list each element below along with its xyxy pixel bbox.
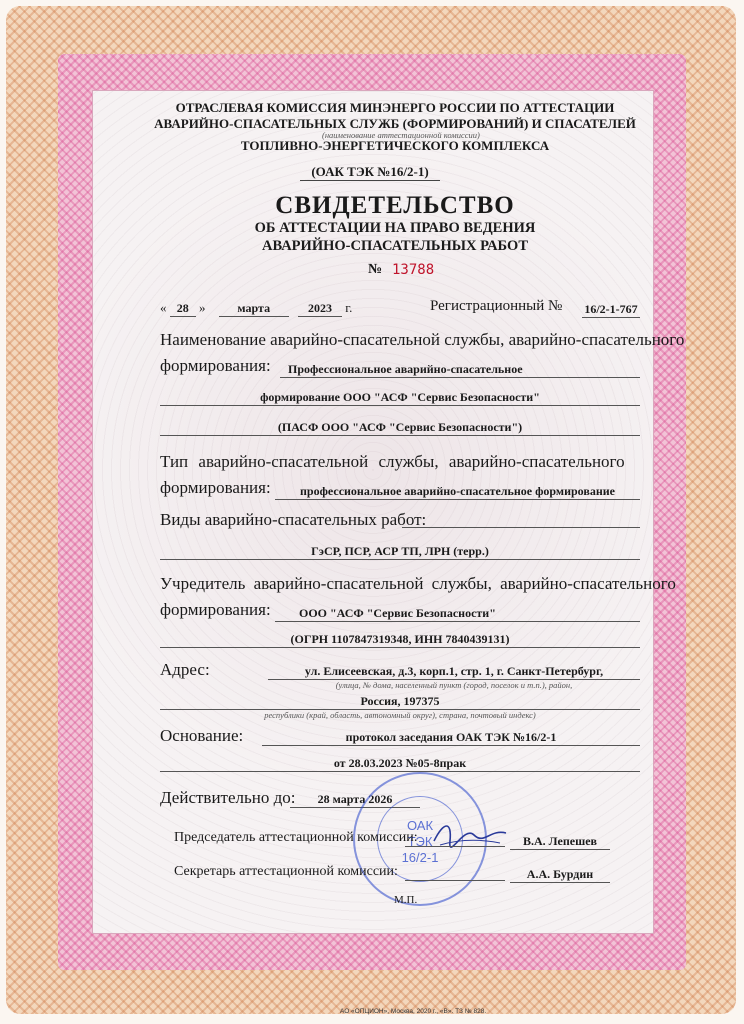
works-line [402,527,640,528]
date-month: марта [219,301,289,317]
chairman-name: В.А. Лепешев [510,834,610,850]
chairman-label: Председатель аттестационной комиссии: [174,830,418,845]
stamp-text1: ОАК [406,818,434,833]
basis-label: Основание: [160,726,244,745]
stamp-text2: ТЭК [407,834,433,849]
valid-value: 28 марта 2026 [290,792,420,808]
header-line3: ТОПЛИВНО-ЭНЕРГЕТИЧЕСКОГО КОМПЛЕКСА [240,138,550,153]
header-note: (наименование аттестационной комиссии) [322,130,480,140]
address-value1: ул. Елисеевская, д.3, корп.1, стр. 1, г. Санкт-Петербург, [268,664,640,680]
number-label: № [368,262,383,277]
type-value: профессиональное аварийно-спасательное формирование [275,484,640,500]
secretary-label: Секретарь аттестационной комиссии: [174,864,398,879]
stamp-text3: 16/2-1 [401,850,439,865]
secretary-sign-line [405,880,505,881]
name-label2: формирования: [160,356,271,375]
document-subtitle1: ОБ АТТЕСТАЦИИ НА ПРАВО ВЕДЕНИЯ [254,220,536,236]
works-value: ГэСР, ПСР, АСР ТП, ЛРН (терр.) [160,544,640,560]
founder-label1: Учредитель аварийно-спасательной службы, аварийно-спасательного [160,574,676,593]
address-value2: Россия, 197375 [160,694,640,710]
registration-label: Регистрационный № [430,298,563,314]
document-title: СВИДЕТЕЛЬСТВО [275,192,515,219]
chairman-signature [430,815,510,855]
registration-value: 16/2-1-767 [582,302,640,318]
printer-footer: АО «ОПЦИОН», Москва, 2020 г., «В». ТЗ № 828. [340,1008,487,1015]
date-open-quote: « [160,300,167,315]
date-close-quote: » [199,300,206,315]
address-label: Адрес: [160,660,210,679]
header-line1: ОТРАСЛЕВАЯ КОМИССИЯ МИНЭНЕРГО РОССИИ ПО АТТЕСТАЦИИ [175,100,615,115]
name-value3: (ПАСФ ООО "АСФ "Сервис Безопасности") [160,420,640,436]
works-label: Виды аварийно-спасательных работ: [160,510,427,529]
address-hint2: республики (край, область, автономный округ), страна, почтовый индекс) [264,710,536,720]
founder-value2: (ОГРН 1107847319348, ИНН 7840439131) [160,632,640,648]
date-year-suffix: г. [345,300,353,315]
mp-label: М.П. [394,894,418,906]
secretary-name: А.А. Бурдин [510,867,610,883]
type-label1: Тип аварийно-спасательной службы, аварийно-спасательного [160,452,625,471]
chairman-sign-line [405,846,505,847]
header-line2: АВАРИЙНО-СПАСАТЕЛЬНЫХ СЛУЖБ (ФОРМИРОВАНИЙ) И СПАСАТЕЛЕЙ [154,116,636,131]
founder-value1: ООО "АСФ "Сервис Безопасности" [275,606,640,622]
name-label1: Наименование аварийно-спасательной службы, аварийно-спасательного [160,330,685,349]
name-value2: формирование ООО "АСФ "Сервис Безопасности" [160,390,640,406]
date-year: 2023 [298,301,342,317]
document-subtitle2: АВАРИЙНО-СПАСАТЕЛЬНЫХ РАБОТ [261,238,528,254]
certificate-number: 13788 [392,262,435,278]
date-day: 28 [170,301,196,317]
header-code: (ОАК ТЭК №16/2-1) [300,164,440,181]
date-row [160,300,352,317]
valid-label: Действительно до: [160,788,296,807]
type-label2: формирования: [160,478,271,497]
name-value1: Профессиональное аварийно-спасательное [280,362,640,378]
basis-value1: протокол заседания ОАК ТЭК №16/2-1 [262,730,640,746]
basis-value2: от 28.03.2023 №05-8прак [160,756,640,772]
address-hint1: (улица, № дома, населенный пункт (город, поселок и т.п.), район, [335,680,573,690]
founder-label2: формирования: [160,600,271,619]
